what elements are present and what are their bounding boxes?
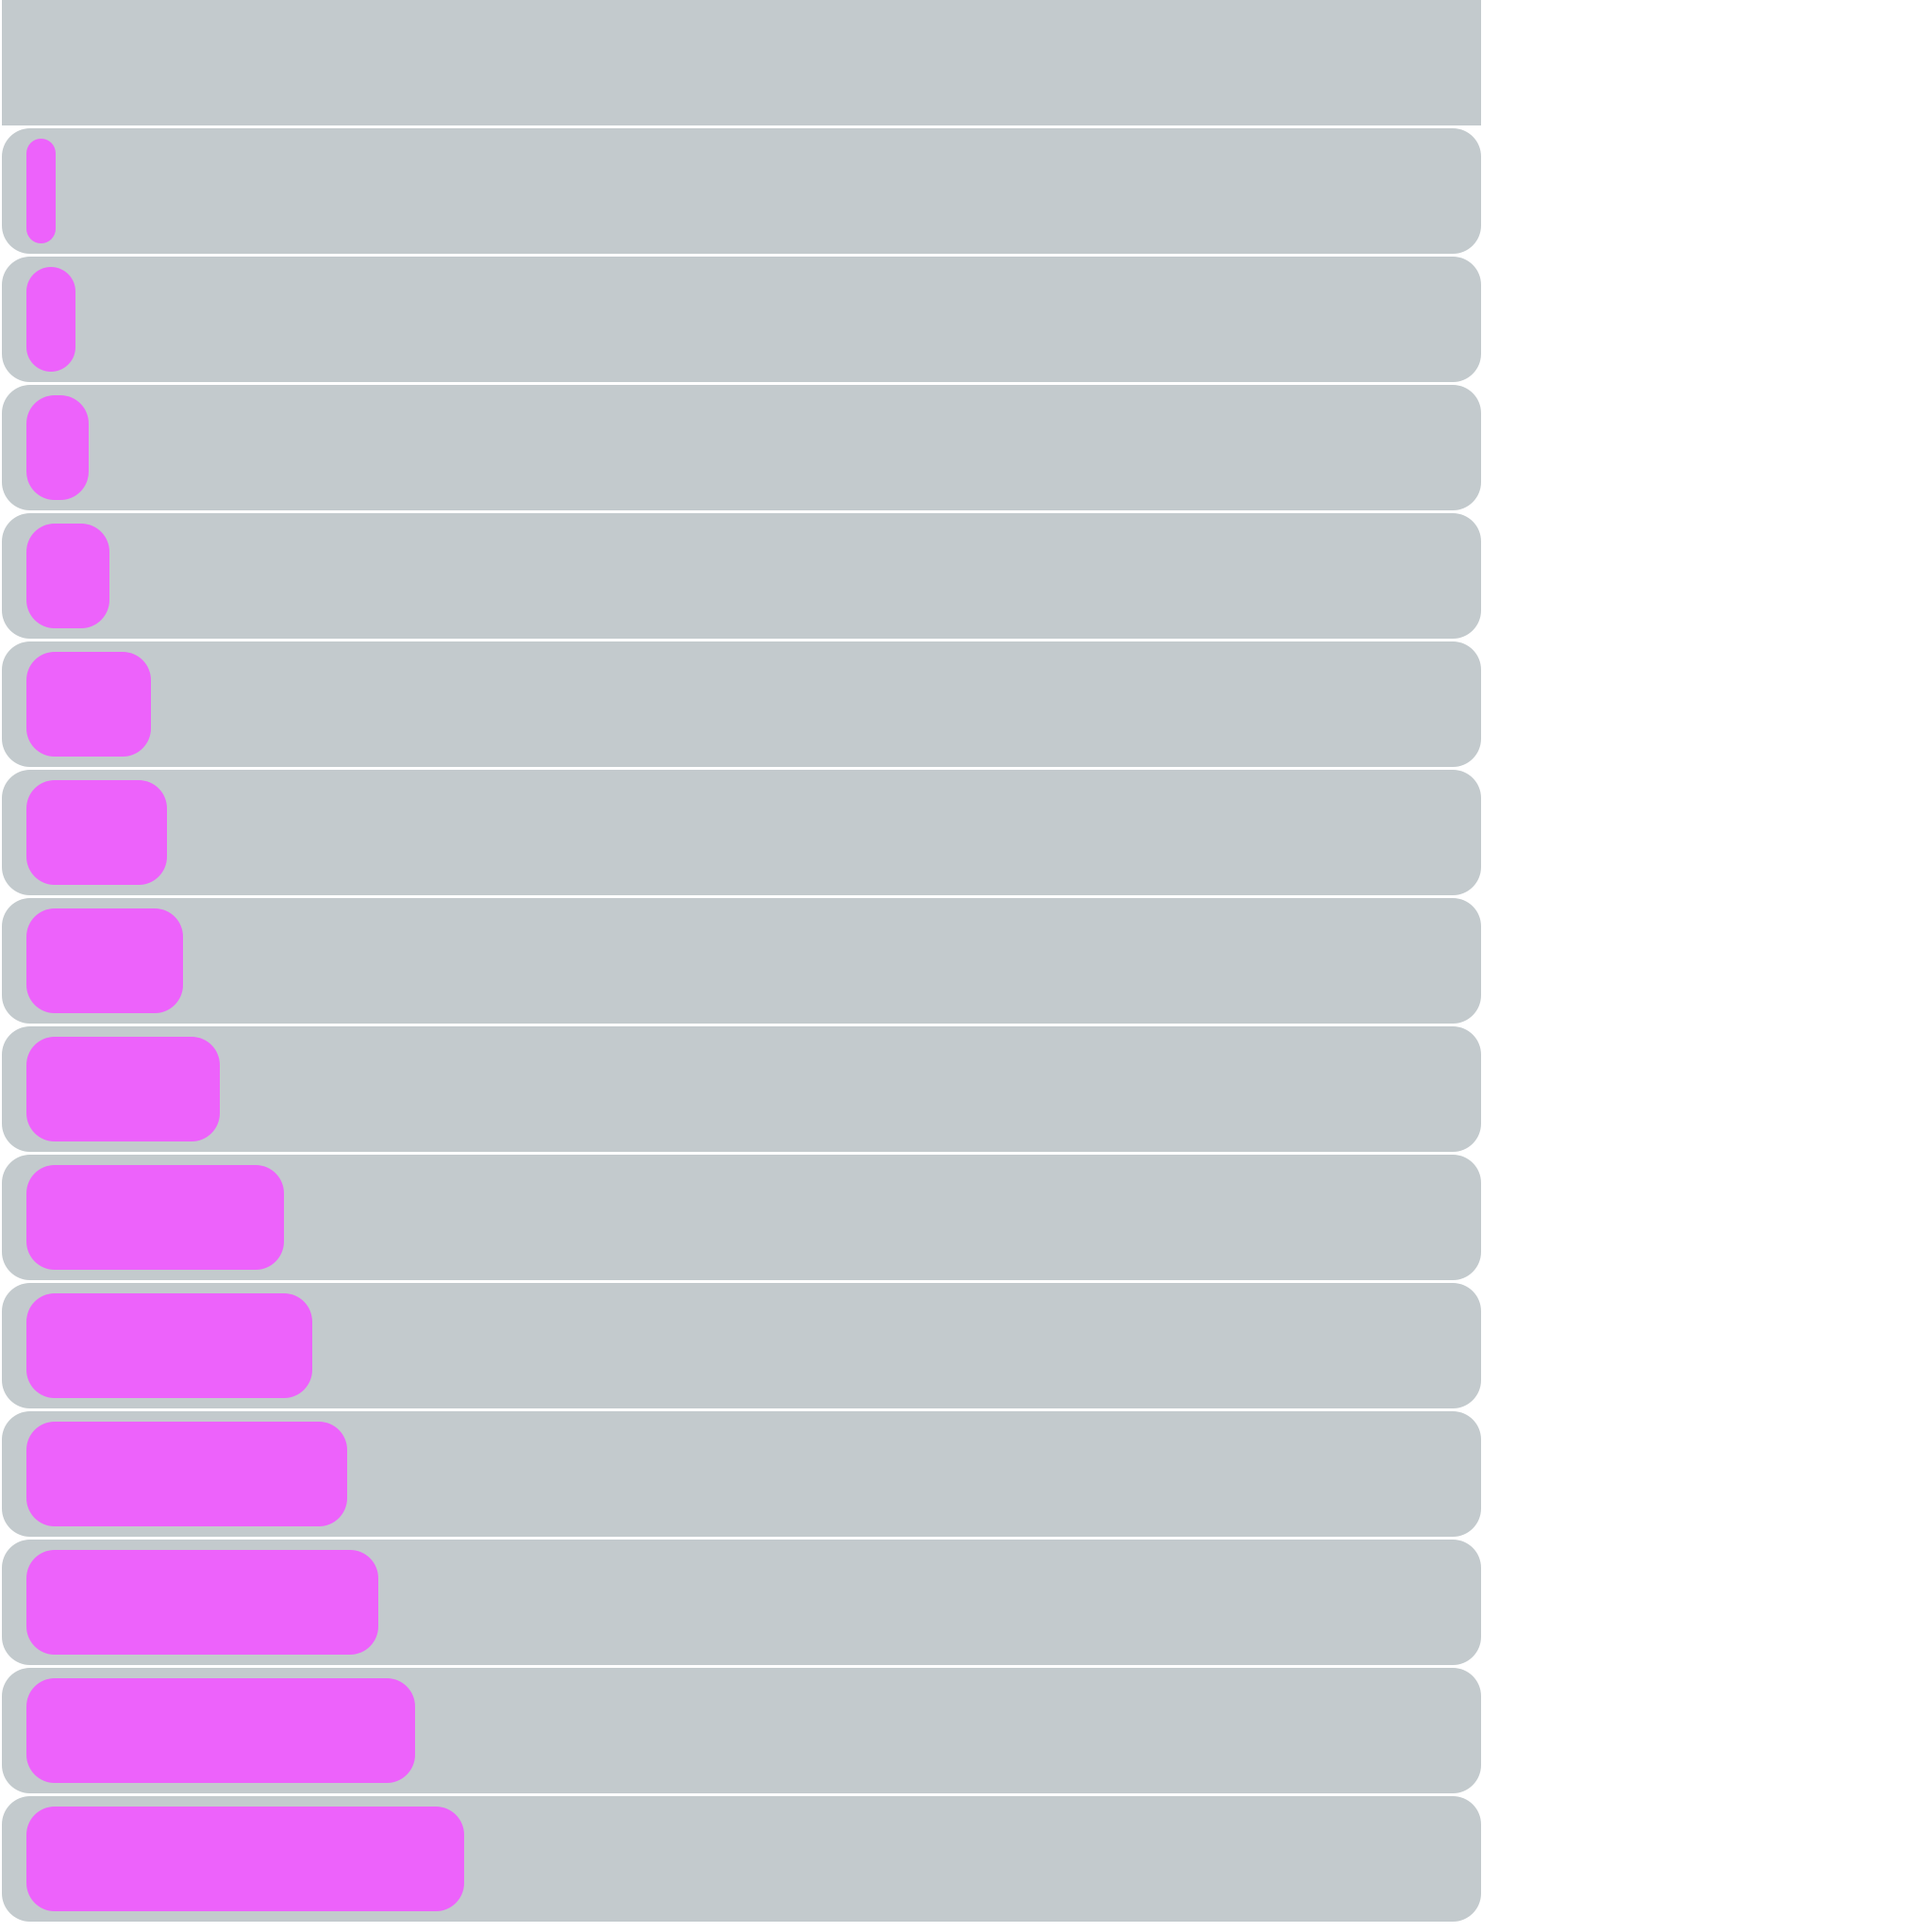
progress-track bbox=[2, 1796, 1481, 1922]
progress-fill bbox=[26, 1037, 220, 1141]
header-bar bbox=[2, 0, 1481, 125]
progress-fill bbox=[26, 267, 75, 372]
progress-track bbox=[2, 1026, 1481, 1152]
progress-track bbox=[2, 385, 1481, 510]
progress-track bbox=[2, 770, 1481, 895]
progress-fill bbox=[26, 395, 89, 500]
progress-fill bbox=[26, 1807, 464, 1911]
progress-fill bbox=[26, 908, 183, 1013]
progress-fill bbox=[26, 1422, 347, 1526]
progress-track bbox=[2, 1283, 1481, 1408]
progress-track bbox=[2, 898, 1481, 1024]
progress-track bbox=[2, 1155, 1481, 1280]
progress-fill bbox=[26, 139, 56, 243]
progress-fill bbox=[26, 1678, 415, 1783]
progress-fill bbox=[26, 780, 167, 885]
progress-fill bbox=[26, 1293, 312, 1398]
progress-fill bbox=[26, 524, 109, 628]
progress-fill bbox=[26, 652, 151, 757]
progress-track bbox=[2, 513, 1481, 639]
progress-track bbox=[2, 257, 1481, 382]
progress-track bbox=[2, 641, 1481, 767]
progress-track bbox=[2, 128, 1481, 254]
progress-track bbox=[2, 1668, 1481, 1793]
progress-fill bbox=[26, 1550, 378, 1655]
progress-track bbox=[2, 1540, 1481, 1665]
progress-fill bbox=[26, 1165, 284, 1270]
progress-track bbox=[2, 1411, 1481, 1537]
